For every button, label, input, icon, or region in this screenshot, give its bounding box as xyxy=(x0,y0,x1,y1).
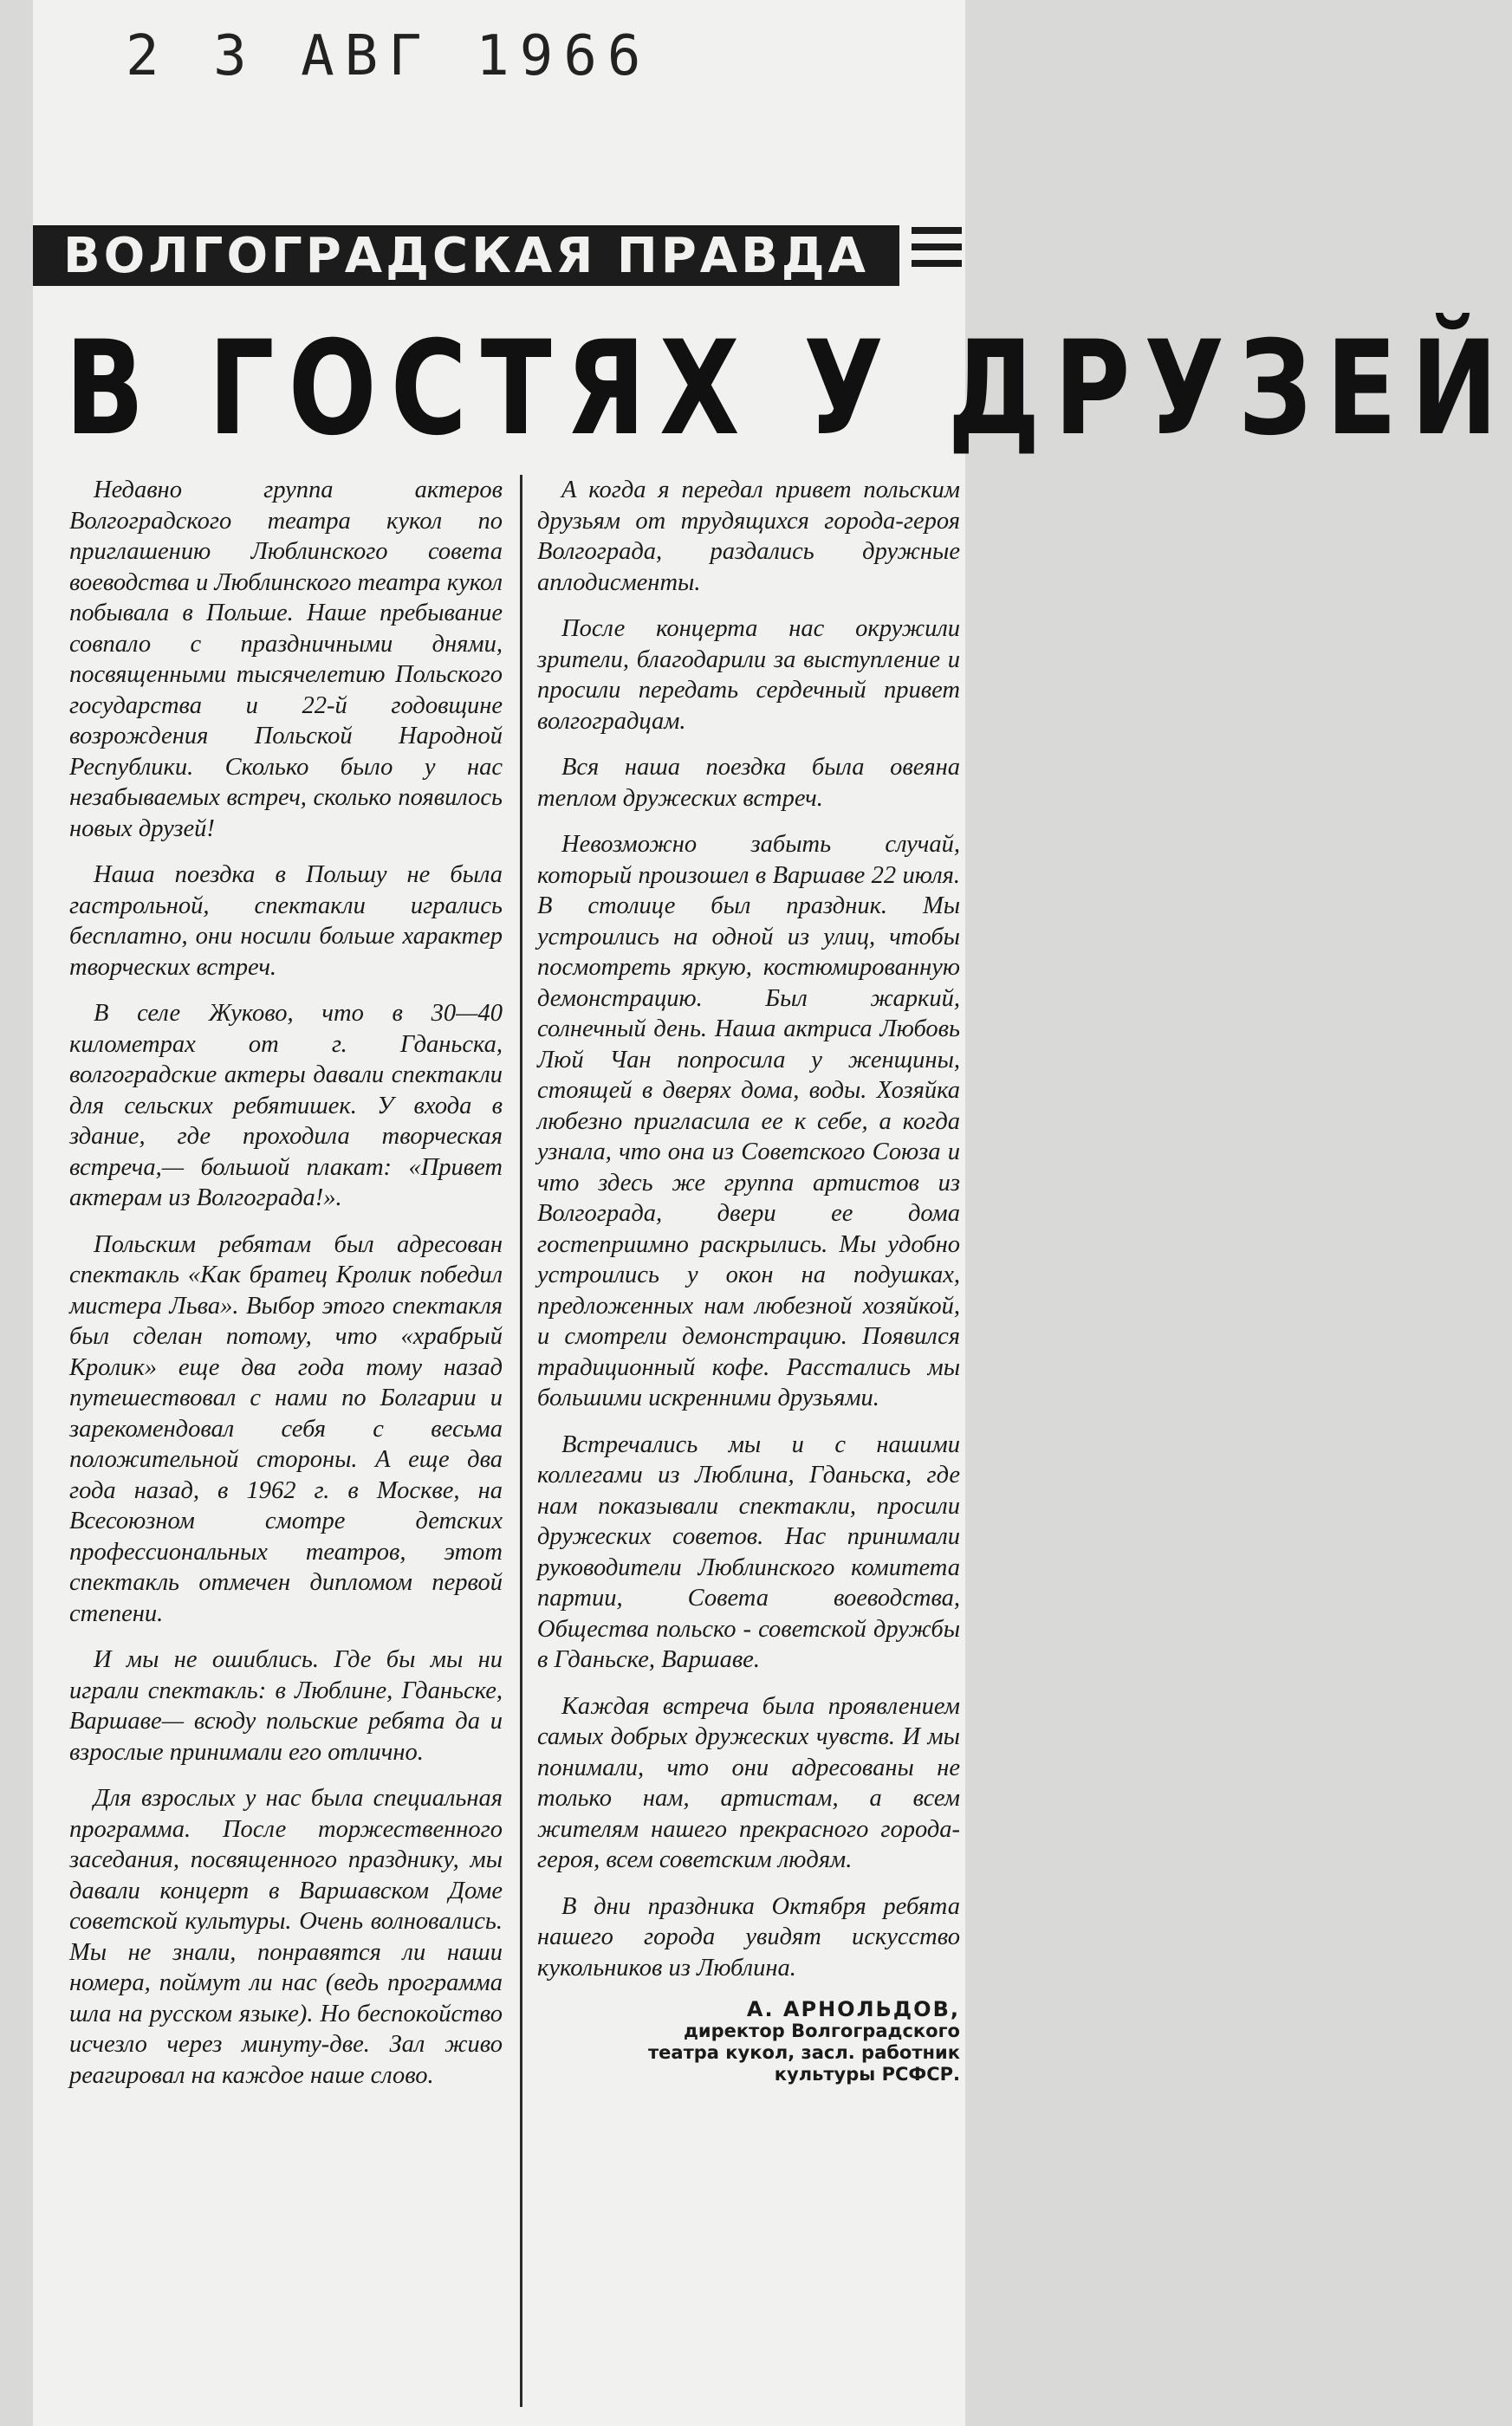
paragraph: После концерта нас окружили зрители, благодарили за выступление и просили передать сердечный привет волгоградцам. xyxy=(537,615,960,735)
author-name: А. АРНОЛЬДОВ, xyxy=(746,1997,960,2021)
newspaper-masthead xyxy=(33,225,899,286)
rule-line xyxy=(912,227,962,234)
paragraph: Польским ребятам был адресован спектакль «Как братец Кролик победил мистера Льва». Выбор этого спектакля был сделан потому, что «храбрый Кролик» еще два года тому назад путешествовал с нами по Болгарии и зарекомендовал себя с весьма положительной стороны. А еще два года назад, в 1962 г. в Москве, на Всесоюзном смотре детских профессиональных театров, этот спектакль отмечен дипломом первой степени. xyxy=(69,1230,503,1627)
paragraph: В селе Жуково, что в 30—40 километрах от г. Гданьска, волгоградские актеры давали спектакли для сельских ребятишек. У входа в здание, где проходила творческая встреча,— большой плакат: «Привет актерам из Волгограда!». xyxy=(69,1000,503,1211)
paragraph: Для взрослых у нас была специальная программа. После торжественного заседания, посвященного празднику, мы давали концерт в Варшавском Доме советской культуры. Очень волновались. Мы не знали, понравятся ли наши номера, поймут ли нас (ведь программа шла на русском языке). Но беспокойство исчезло через минуту-две. Зал живо реагировал на каждое наше слово. xyxy=(69,1785,503,2089)
article-headline: В ГОСТЯХ У ДРУЗЕЙ xyxy=(65,314,1512,465)
author-title-line: директор Волгоградского xyxy=(683,2021,960,2041)
column-divider xyxy=(520,475,522,2407)
article-right-column xyxy=(537,475,960,2085)
rule-line xyxy=(912,260,962,267)
rule-line xyxy=(912,243,962,250)
masthead-rule-lines xyxy=(912,227,962,286)
paragraph: И мы не ошиблись. Где бы мы ни играли спектакль: в Люблине, Гданьске, Варшаве— всюду польские ребята да и взрослые принимали его отлично. xyxy=(69,1646,503,1766)
article-left-column xyxy=(69,475,503,2106)
author-title-line: культуры РСФСР. xyxy=(774,2064,960,2085)
paragraph: Встречались мы и с нашими коллегами из Люблина, Гданьска, где нам показывали спектакли, просили дружеских советов. Нас принимали руководители Люблинского комитета партии, Совета воеводства, Общества польско - советской дружбы в Гданьске, Варшаве. xyxy=(537,1430,960,1673)
author-signature xyxy=(537,1999,960,2085)
paragraph: Наша поездка в Польшу не была гастрольной, спектакли игрались бесплатно, они носили больше характер творческих встреч. xyxy=(69,861,503,981)
newspaper-title: ВОЛГОГРАДСКАЯ ПРАВДА xyxy=(62,227,869,284)
paragraph: Недавно группа актеров Волгоградского театра кукол по приглашению Люблинского совета воеводства и Люблинского театра кукол побывала в Польше. Наше пребывание совпало с праздничными днями, посвященными тысячелетию Польского государства и 22-й годовщине возрождения Польской Народной Республики. Сколько было у нас незабываемых встреч, сколько появилось новых друзей! xyxy=(69,477,503,842)
paragraph: Вся наша поездка была овеяна теплом дружеских встреч. xyxy=(537,754,960,812)
paragraph: А когда я передал привет польским друзьям от трудящихся города-героя Волгограда, раздались дружные аплодисменты. xyxy=(537,477,960,596)
date-stamp: 2 3 АВГ 1966 xyxy=(126,24,652,88)
paragraph: Невозможно забыть случай, который произошел в Варшаве 22 июля. В столице был праздник. Мы устроились на одной из улиц, чтобы посмотреть яркую, костюмированную демонстрацию. Был жаркий, солнечный день. Наша актриса Любовь Люй Чан попросила у женщины, стоящей в дверях дома, воды. Хозяйка любезно пригласила ее к себе, а когда узнала, что она из Советского Союза и что здесь же группа артистов из Волгограда, двери ее дома гостеприимно раскрылись. Мы удобно устроились у окон на подушках, предложенных нам любезной хозяйкой, и смотрели демонстрацию. Появился традиционный кофе. Расстались мы большими искренними друзьями. xyxy=(537,831,960,1411)
author-title-line: театра кукол, засл. работник xyxy=(648,2042,960,2063)
paragraph: Каждая встреча была проявлением самых добрых дружеских чувств. И мы понимали, что они адресованы не только нам, артистам, а всем жителям нашего прекрасного города-героя, всем советским людям. xyxy=(537,1692,960,1873)
paragraph: В дни праздника Октября ребята нашего города увидят искусство кукольников из Люблина. xyxy=(537,1892,960,1982)
